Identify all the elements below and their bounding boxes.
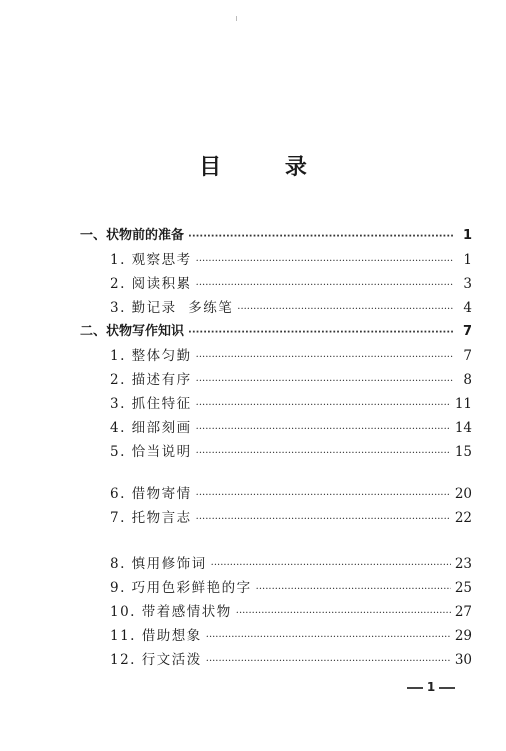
toc-leader-dots bbox=[196, 508, 451, 532]
toc-entry bbox=[110, 506, 472, 530]
toc-entry-page: 1 bbox=[463, 252, 472, 268]
toc-entry bbox=[110, 392, 472, 416]
toc-entry-page: 1 bbox=[462, 228, 472, 243]
toc-leader-dots bbox=[196, 346, 454, 370]
toc-entry-page: 3 bbox=[463, 276, 472, 292]
toc-entry-label: 5. 恰当说明 bbox=[110, 444, 192, 460]
toc-entry-label: 9. 巧用色彩鲜艳的字 bbox=[110, 580, 252, 596]
toc-entry bbox=[110, 272, 472, 296]
toc-entry-page: 15 bbox=[454, 444, 472, 460]
toc-entry-label: 10. 带着感情状物 bbox=[110, 604, 232, 620]
toc-leader-dots bbox=[206, 650, 451, 674]
toc-entry bbox=[110, 440, 472, 464]
toc-entry-label: 1. 观察思考 bbox=[110, 252, 192, 268]
toc-entry bbox=[110, 296, 472, 320]
folio-dash-right bbox=[439, 687, 455, 689]
toc-entry bbox=[110, 552, 472, 576]
toc-entry bbox=[110, 248, 472, 272]
toc-entry-page: 20 bbox=[454, 486, 472, 502]
toc-entry-label: 6. 借物寄情 bbox=[110, 486, 192, 502]
toc-entry-page: 4 bbox=[463, 300, 472, 316]
toc-leader-dots bbox=[196, 394, 451, 418]
toc-leader-dots bbox=[188, 225, 454, 249]
toc-entry-label: 7. 托物言志 bbox=[110, 510, 192, 526]
toc-entry-page: 30 bbox=[454, 652, 472, 668]
toc-entry bbox=[80, 224, 472, 248]
toc-entry-label: 2. 描述有序 bbox=[110, 372, 192, 388]
toc-entry-label: 2. 阅读积累 bbox=[110, 276, 192, 292]
toc-entry bbox=[110, 368, 472, 392]
toc-entry-label: 一、状物前的准备 bbox=[80, 228, 185, 243]
toc-leader-dots bbox=[211, 554, 451, 578]
toc-entry-page: 27 bbox=[454, 604, 472, 620]
toc-entry-page: 7 bbox=[462, 324, 472, 339]
toc-entry bbox=[110, 416, 472, 440]
toc-leader-dots bbox=[188, 321, 454, 345]
page-number bbox=[396, 680, 466, 694]
toc-entry-label: 1. 整体匀勤 bbox=[110, 348, 192, 364]
toc-leader-dots bbox=[196, 370, 454, 394]
toc-entry bbox=[110, 576, 472, 600]
toc-leader-dots bbox=[196, 484, 451, 508]
toc-leader-dots bbox=[236, 602, 451, 626]
toc-entry-label: 11. 借助想象 bbox=[110, 628, 202, 644]
scan-mark bbox=[236, 16, 237, 21]
page-title: 目 录 bbox=[199, 155, 335, 180]
toc-entry-page: 8 bbox=[463, 372, 472, 388]
toc-leader-dots bbox=[206, 626, 451, 650]
toc-entry bbox=[110, 600, 472, 624]
toc-entry bbox=[80, 320, 472, 344]
toc-entry bbox=[110, 482, 472, 506]
toc-leader-dots bbox=[237, 298, 454, 322]
toc-entry-page: 14 bbox=[454, 420, 472, 436]
toc-entry-label: 二、状物写作知识 bbox=[80, 324, 185, 339]
toc-entry bbox=[110, 344, 472, 368]
folio-dash-left bbox=[407, 687, 423, 689]
toc-entry-label: 8. 慎用修饰词 bbox=[110, 556, 207, 572]
toc-entry-page: 11 bbox=[454, 396, 472, 412]
toc-leader-dots bbox=[196, 442, 451, 466]
toc-leader-dots bbox=[196, 274, 454, 298]
folio-number: 1 bbox=[426, 680, 436, 694]
toc-leader-dots bbox=[256, 578, 451, 602]
toc-leader-dots bbox=[196, 250, 454, 274]
toc-entry-label: 3. 勤记录 多练笔 bbox=[110, 300, 234, 316]
toc-entry-label: 12. 行文活泼 bbox=[110, 652, 202, 668]
toc-leader-dots bbox=[196, 418, 451, 442]
toc-entry-page: 23 bbox=[454, 556, 472, 572]
toc-entry bbox=[110, 624, 472, 648]
toc-entry-page: 29 bbox=[454, 628, 472, 644]
toc-entry-page: 25 bbox=[454, 580, 472, 596]
toc-entry-label: 3. 抓住特征 bbox=[110, 396, 192, 412]
toc-entry-page: 22 bbox=[454, 510, 472, 526]
toc-entry-page: 7 bbox=[463, 348, 472, 364]
toc-entry bbox=[110, 648, 472, 672]
toc-entry-label: 4. 细部刻画 bbox=[110, 420, 192, 436]
